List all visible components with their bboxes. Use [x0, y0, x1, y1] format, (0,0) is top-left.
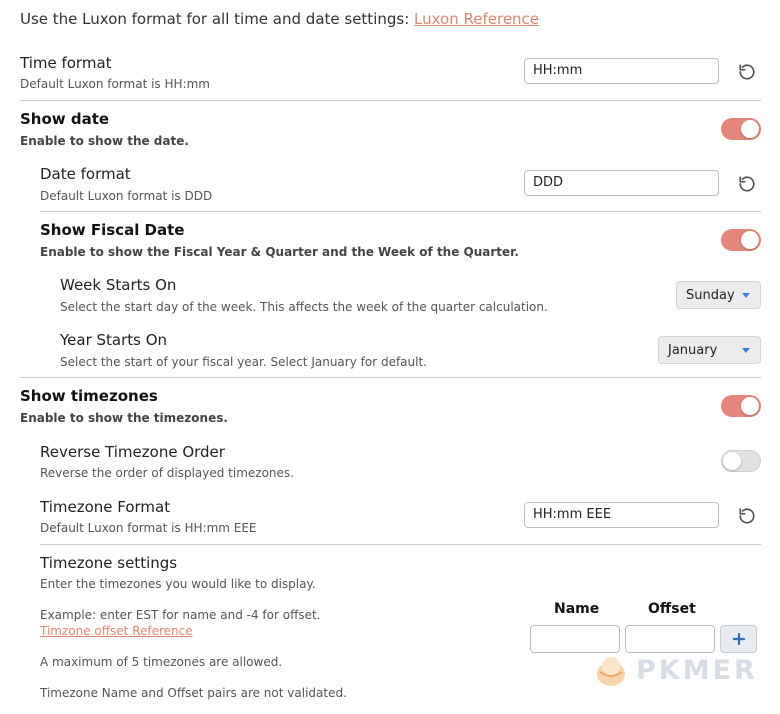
timezone-offset-input[interactable] — [625, 625, 715, 653]
show-timezones-label: Show timezones — [20, 387, 158, 405]
toggle-knob — [723, 452, 741, 470]
divider — [20, 377, 761, 378]
timezone-offset-reference-link[interactable]: Timzone offset Reference — [40, 624, 193, 638]
intro-label: Use the Luxon format for all time and date settings: — [20, 10, 415, 28]
reverse-order-toggle[interactable] — [721, 450, 761, 472]
divider — [20, 100, 761, 101]
time-format-reset-icon[interactable] — [736, 61, 758, 83]
year-starts-select[interactable] — [658, 336, 761, 364]
week-starts-label: Week Starts On — [60, 276, 177, 294]
reverse-order-desc: Reverse the order of displayed timezones. — [40, 466, 294, 480]
toggle-knob — [741, 120, 759, 138]
time-format-desc: Default Luxon format is HH:mm — [20, 77, 210, 91]
pkmer-watermark: PKMER — [636, 655, 758, 686]
divider — [40, 544, 761, 545]
time-format-label: Time format — [20, 54, 112, 72]
tz-settings-validation-note: Timezone Name and Offset pairs are not validated. — [40, 686, 347, 700]
timezone-name-input[interactable] — [530, 625, 620, 653]
tz-format-reset-icon[interactable] — [736, 505, 758, 527]
divider — [40, 211, 761, 212]
show-date-label: Show date — [20, 110, 110, 128]
intro-text — [20, 10, 539, 28]
show-timezones-toggle[interactable] — [721, 395, 761, 417]
show-date-toggle[interactable] — [721, 118, 761, 140]
tz-settings-label: Timezone settings — [40, 554, 178, 572]
date-format-label: Date format — [40, 165, 131, 183]
chevron-down-icon — [742, 348, 750, 353]
show-date-desc: Enable to show the date. — [20, 134, 189, 148]
add-timezone-button[interactable] — [720, 625, 757, 653]
luxon-reference-link[interactable]: Luxon Reference — [414, 10, 540, 28]
reverse-order-label: Reverse Timezone Order — [40, 443, 225, 461]
year-starts-value: January — [668, 342, 718, 358]
date-format-desc: Default Luxon format is DDD — [40, 189, 213, 203]
tz-format-input[interactable]: HH:mm EEE — [524, 502, 719, 528]
name-column-header: Name — [554, 601, 600, 617]
date-format-input[interactable]: DDD — [524, 170, 719, 196]
week-starts-desc: Select the start day of the week. This affects the week of the quarter calculation. — [60, 300, 548, 314]
pkmer-logo-icon — [592, 652, 630, 694]
week-starts-value: Sunday — [686, 287, 735, 303]
tz-settings-max-note: A maximum of 5 timezones are allowed. — [40, 655, 283, 669]
show-fiscal-toggle[interactable] — [721, 229, 761, 251]
plus-icon — [733, 633, 745, 645]
toggle-knob — [741, 231, 759, 249]
tz-settings-desc: Enter the timezones you would like to display. — [40, 577, 316, 591]
toggle-knob — [741, 397, 759, 415]
tz-format-desc: Default Luxon format is HH:mm EEE — [40, 521, 257, 535]
week-starts-select[interactable] — [676, 281, 761, 309]
show-fiscal-label: Show Fiscal Date — [40, 221, 185, 239]
tz-format-label: Timezone Format — [40, 498, 171, 516]
time-format-input[interactable]: HH:mm — [524, 58, 719, 84]
show-fiscal-desc: Enable to show the Fiscal Year & Quarter and the Week of the Quarter. — [40, 245, 519, 259]
offset-column-header: Offset — [648, 601, 696, 617]
tz-settings-example: Example: enter EST for name and -4 for offset. — [40, 608, 321, 622]
date-format-reset-icon[interactable] — [736, 173, 758, 195]
year-starts-desc: Select the start of your fiscal year. Select January for default. — [60, 355, 427, 369]
chevron-down-icon — [742, 293, 750, 298]
show-timezones-desc: Enable to show the timezones. — [20, 411, 228, 425]
year-starts-label: Year Starts On — [60, 331, 168, 349]
